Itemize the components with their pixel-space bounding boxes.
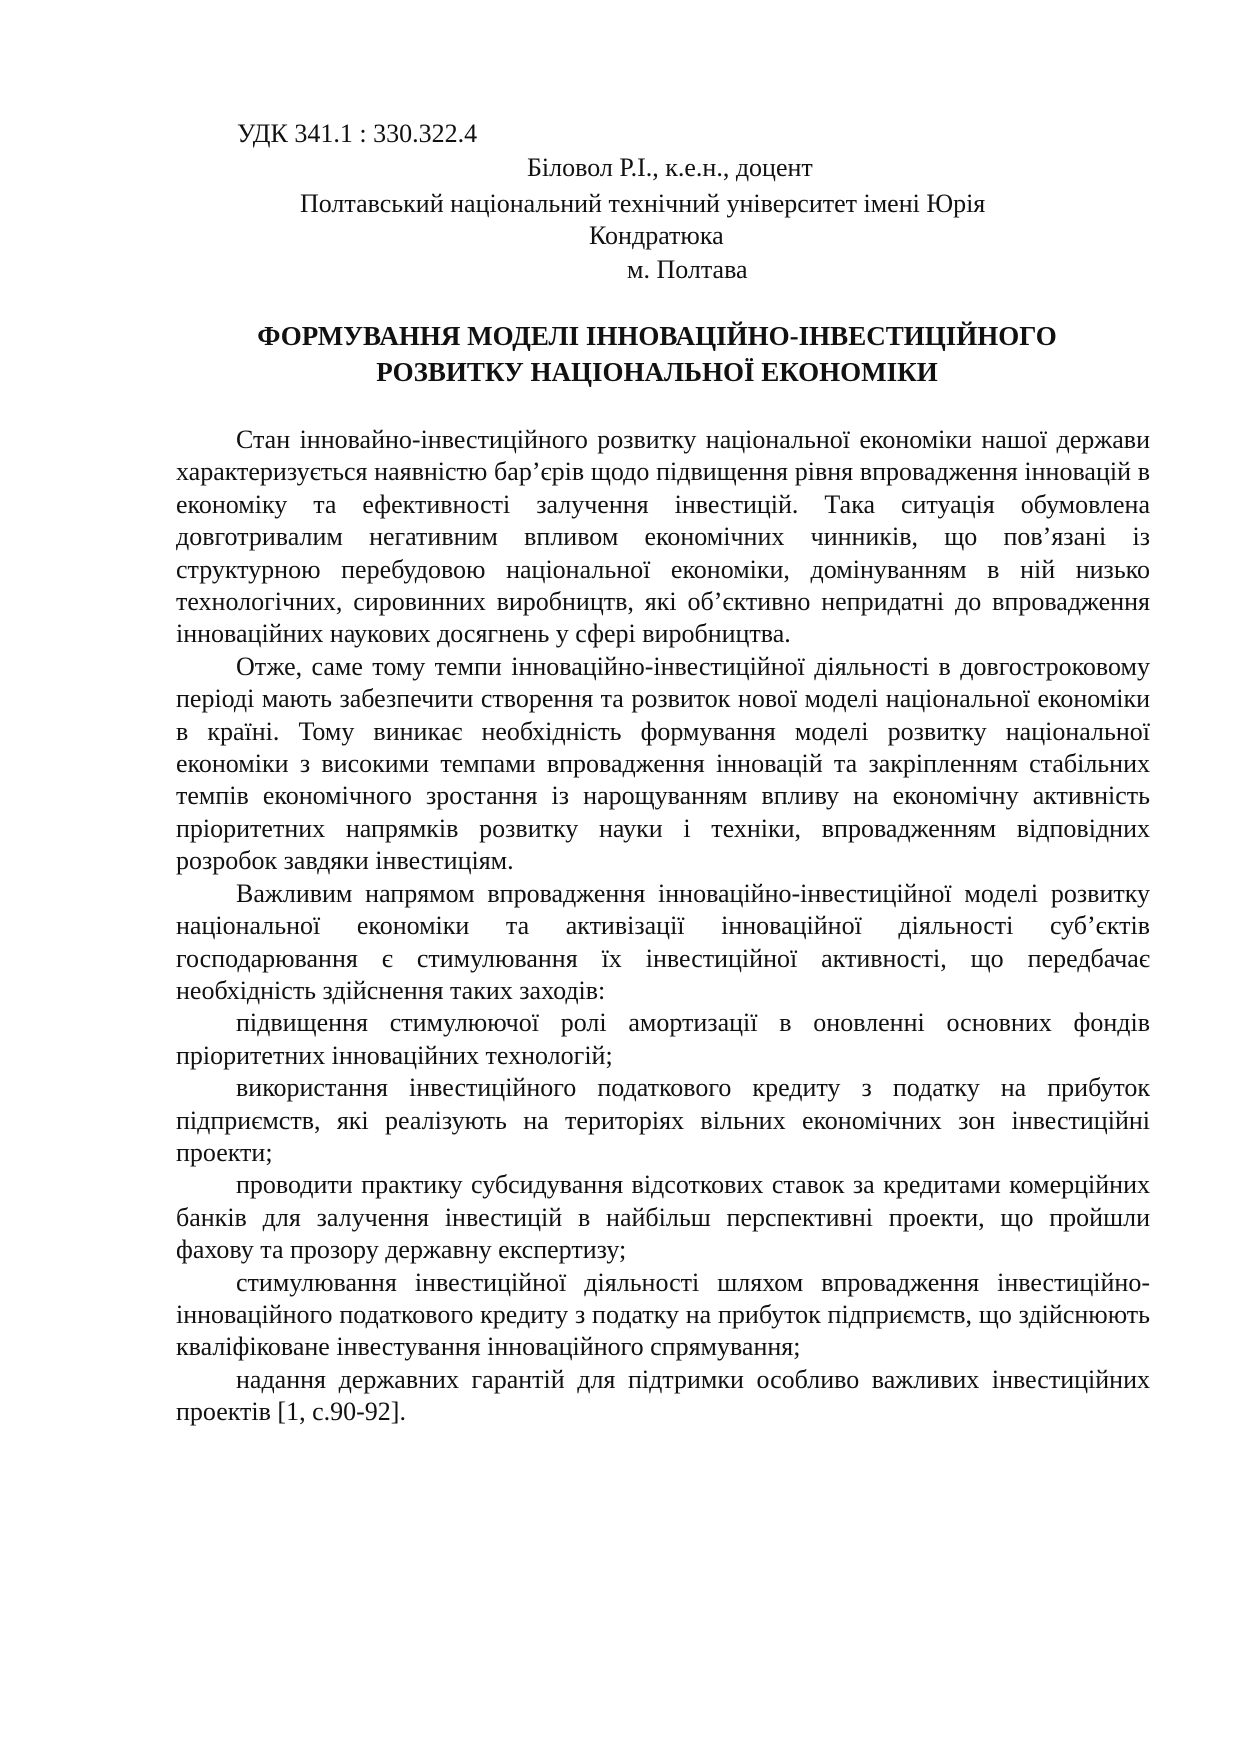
paragraph-2: Отже, саме тому темпи інноваційно-інвестиційної діяльності в довгостроковому періоді мають забезпечити створення та розвиток нової моделі національної економіки в країні. Тому виникає необхідність формування моделі розвитку національної економіки з високими темпами впровадження інновацій та закріпленням стабільних темпів економічного зростання із нарощуванням впливу на економічну активність пріоритетних напрямків розвитку науки і техніки, впровадженням відповідних розробок завдяки інвестиціям. (176, 651, 1150, 876)
affiliation-line-2: Кондратюка (589, 221, 724, 250)
list-item-2: використання інвестиційного податкового кредиту з податку на прибуток підприємств, які реалізують на територіях вільних економічних зон інвестиційні проекти; (176, 1073, 1150, 1167)
list-item-4: стимулювання інвестиційної діяльності шляхом впровадження інвестиційно-інноваційного податкового кредиту з податку на прибуток підприємств, що здійснюють кваліфіковане інвестування інноваційного спрямування; (176, 1267, 1150, 1362)
udc-code: УДК 341.1 : 330.322.4 (237, 119, 478, 148)
paper-title-line-2: РОЗВИТКУ НАЦІОНАЛЬНОЇ ЕКОНОМІКИ (376, 357, 938, 387)
list-item-3: проводити практику субсидування відсоткових ставок за кредитами комерційних банків для залучення інвестицій в найбільш перспективні проекти, що пройшли фахову та прозору державну експертизу; (176, 1170, 1150, 1265)
list-item-1: підвищення стимулюючої ролі амортизації в оновленні основних фондів пріоритетних інноваційних технологій; (176, 1008, 1150, 1070)
list-item-5: надання державних гарантій для підтримки особливо важливих інвестиційних проектів [1, с.90-92]. (176, 1364, 1150, 1427)
paragraph-3: Важливим напрямом впровадження інноваційно-інвестиційної моделі розвитку національної економіки та активізації інноваційної діяльності суб’єктів господарювання є стимулювання їх інвестиційної активності, що передбачає необхідність здійснення таких заходів: (176, 878, 1150, 1005)
paper-title-line-1: ФОРМУВАННЯ МОДЕЛІ ІННОВАЦІЙНО-ІНВЕСТИЦІЙНОГО (257, 321, 1057, 351)
city-line: м. Полтава (627, 255, 748, 284)
author-line: Біловол Р.І., к.е.н., доцент (527, 153, 813, 182)
affiliation-line-1: Полтавський національний технічний університет імені Юрія (300, 189, 986, 218)
body-text (176, 424, 1150, 1429)
paragraph-1: Стан інновайно-інвестиційного розвитку національної економіки нашої держави характеризується наявністю бар’єрів щодо підвищення рівня впровадження інновацій в економіку та ефективності залучення інвестицій. Така ситуація обумовлена довготривалим негативним впливом економічних чинників, що пов’язані із структурною перебудовою національної економіки, домінуванням в ній низько технологічних, сировинних виробництв, які об’єктивно непридатні до впровадження інноваційних наукових досягнень у сфері виробництва. (176, 425, 1150, 649)
